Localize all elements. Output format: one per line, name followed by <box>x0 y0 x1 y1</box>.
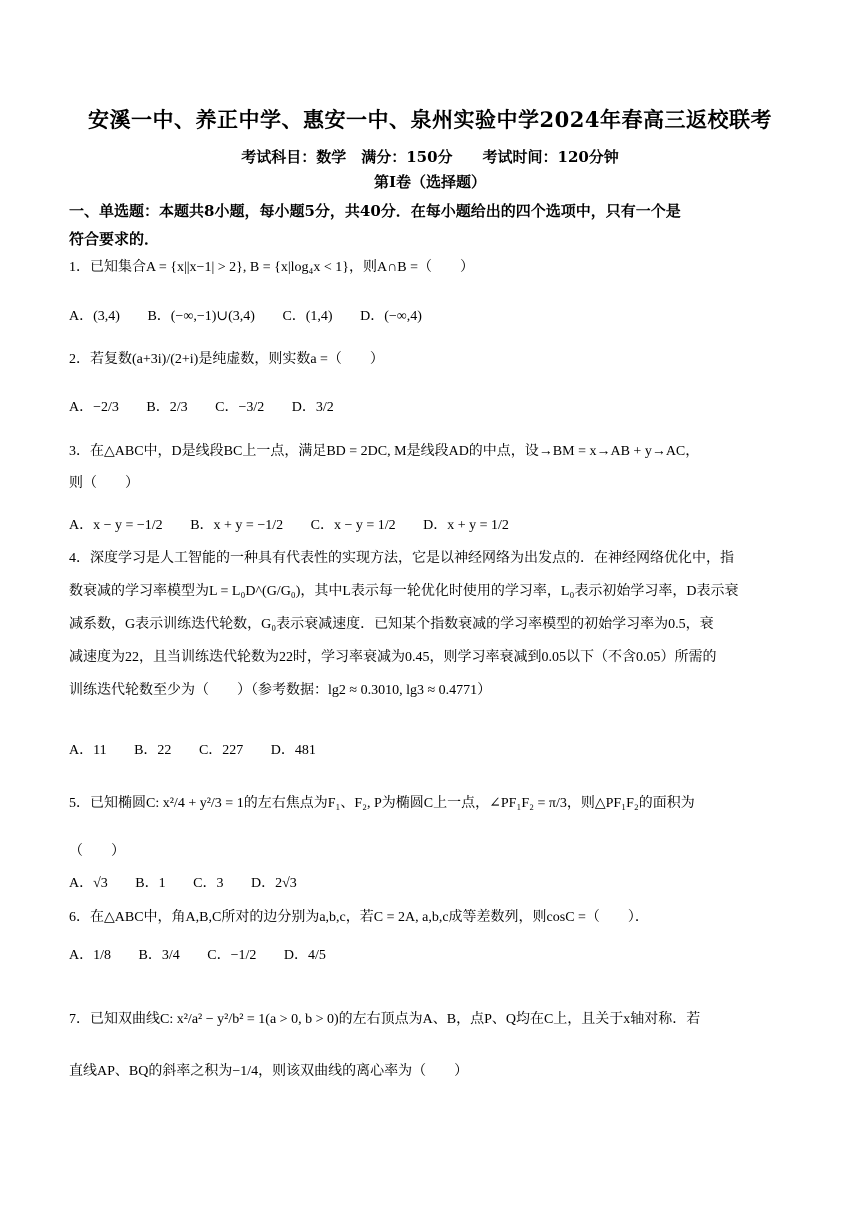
option-c: C．x − y = 1/2 <box>310 518 396 533</box>
option-a: A．11 <box>69 743 107 758</box>
exam-title: 安溪一中、养正中学、惠安一中、泉州实验中学2024年春高三返校联考 <box>88 107 772 132</box>
question-7-stem-line-1: 7．已知双曲线C: x²/a² − y²/b² = 1(a > 0, b > 0)的左右顶点为A、B，点P、Q均在C上，且关于x轴对称．若 <box>69 1012 701 1027</box>
question-5-options <box>69 872 794 892</box>
option-b: B．22 <box>134 743 172 758</box>
question-2-options <box>69 396 794 416</box>
exam-subtitle: 考试科目：数学 满分：150分 考试时间：120分钟 <box>241 148 619 166</box>
option-b: B．2/3 <box>146 400 188 415</box>
question-6-stem: 6．在△ABC中，角A,B,C所对的边分别为a,b,c，若C = 2A, a,b,c成等差数列，则cosC =（ ）． <box>69 910 649 925</box>
option-c: C．3 <box>193 876 224 891</box>
option-a: A．(3,4) <box>69 309 120 324</box>
option-a: A．√3 <box>69 876 108 891</box>
question-4-stem-line-4: 减速度为22，且当训练迭代轮数为22时，学习率衰减为0.45，则学习率衰减到0.05以下（不含0.05）所需的 <box>69 650 717 665</box>
option-c: C．−1/2 <box>207 948 257 963</box>
option-d: D．(−∞,4) <box>360 309 422 324</box>
question-4-stem-line-3: 减系数，G表示训练迭代轮数，G₀表示衰减速度．已知某个指数衰减的学习率模型的初始学习率为0.5，衰 <box>69 617 714 632</box>
option-c: C．227 <box>198 743 244 758</box>
question-7-stem-line-2: 直线AP、BQ的斜率之积为−1/4，则该双曲线的离心率为（ ） <box>69 1064 469 1079</box>
section-instructions <box>69 197 794 253</box>
question-2-stem: 2．若复数(a+3i)/(2+i)是纯虚数，则实数a =（ ） <box>69 352 384 367</box>
instructions-line-1: 一、单选题：本题共8小题，每小题5分，共40分．在每小题给出的四个选项中，只有一个是 <box>69 202 681 220</box>
option-d: D．2√3 <box>250 876 297 891</box>
option-b: B．3/4 <box>138 948 180 963</box>
option-d: D．x + y = 1/2 <box>423 518 509 533</box>
question-4-options <box>69 739 794 759</box>
option-b: B．(−∞,−1)∪(3,4) <box>147 309 255 324</box>
question-6 <box>69 902 794 934</box>
question-1 <box>69 252 794 284</box>
option-a: A．−2/3 <box>69 400 119 415</box>
question-4-stem-line-2: 数衰减的学习率模型为L = L₀D^(G/G₀)，其中L表示每一轮优化时使用的学习率，L₀表示初始学习率，D表示衰 <box>69 584 739 599</box>
question-3-options <box>69 514 794 534</box>
option-d: D．4/5 <box>283 948 326 963</box>
question-4-stem-line-1: 4．深度学习是人工智能的一种具有代表性的实现方法，它是以神经网络为出发点的．在神经网络优化中，指 <box>69 551 734 566</box>
question-7 <box>69 994 794 1098</box>
instructions-line-2: 符合要求的． <box>69 230 160 248</box>
question-5 <box>69 780 794 876</box>
question-3-stem-line-2: 则（ ） <box>69 476 139 491</box>
option-a: A．1/8 <box>69 948 111 963</box>
option-d: D．481 <box>270 743 316 758</box>
question-4-stem-line-5: 训练迭代轮数至少为（ ）（参考数据：lg2 ≈ 0.3010, lg3 ≈ 0.4771） <box>69 683 492 698</box>
question-3 <box>69 436 794 500</box>
option-c: C．−3/2 <box>215 400 265 415</box>
question-2 <box>69 344 794 376</box>
option-d: D．3/2 <box>291 400 334 415</box>
option-b: B．1 <box>135 876 166 891</box>
option-c: C．(1,4) <box>282 309 333 324</box>
question-5-stem-line-2: （ ） <box>69 844 125 859</box>
question-1-options <box>69 305 794 325</box>
question-4 <box>69 542 794 707</box>
option-a: A．x − y = −1/2 <box>69 518 163 533</box>
question-1-stem: 1．已知集合A = {x||x−1| > 2}, B = {x|log₄x < 1}，则A∩B =（ ） <box>69 260 474 275</box>
question-3-stem-line-1: 3．在△ABC中，D是线段BC上一点，满足BD = 2DC, M是线段AD的中点，设→BM = x→AB + y→AC， <box>69 444 700 459</box>
question-5-stem-line-1: 5．已知椭圆C: x²/4 + y²/3 = 1的左右焦点为F₁、F₂, P为椭圆C上一点，∠PF₁F₂ = π/3，则△PF₁F₂的面积为 <box>69 796 695 811</box>
option-b: B．x + y = −1/2 <box>190 518 284 533</box>
volume-heading: 第Ⅰ卷（选择题） <box>373 173 487 191</box>
question-6-options <box>69 944 794 964</box>
